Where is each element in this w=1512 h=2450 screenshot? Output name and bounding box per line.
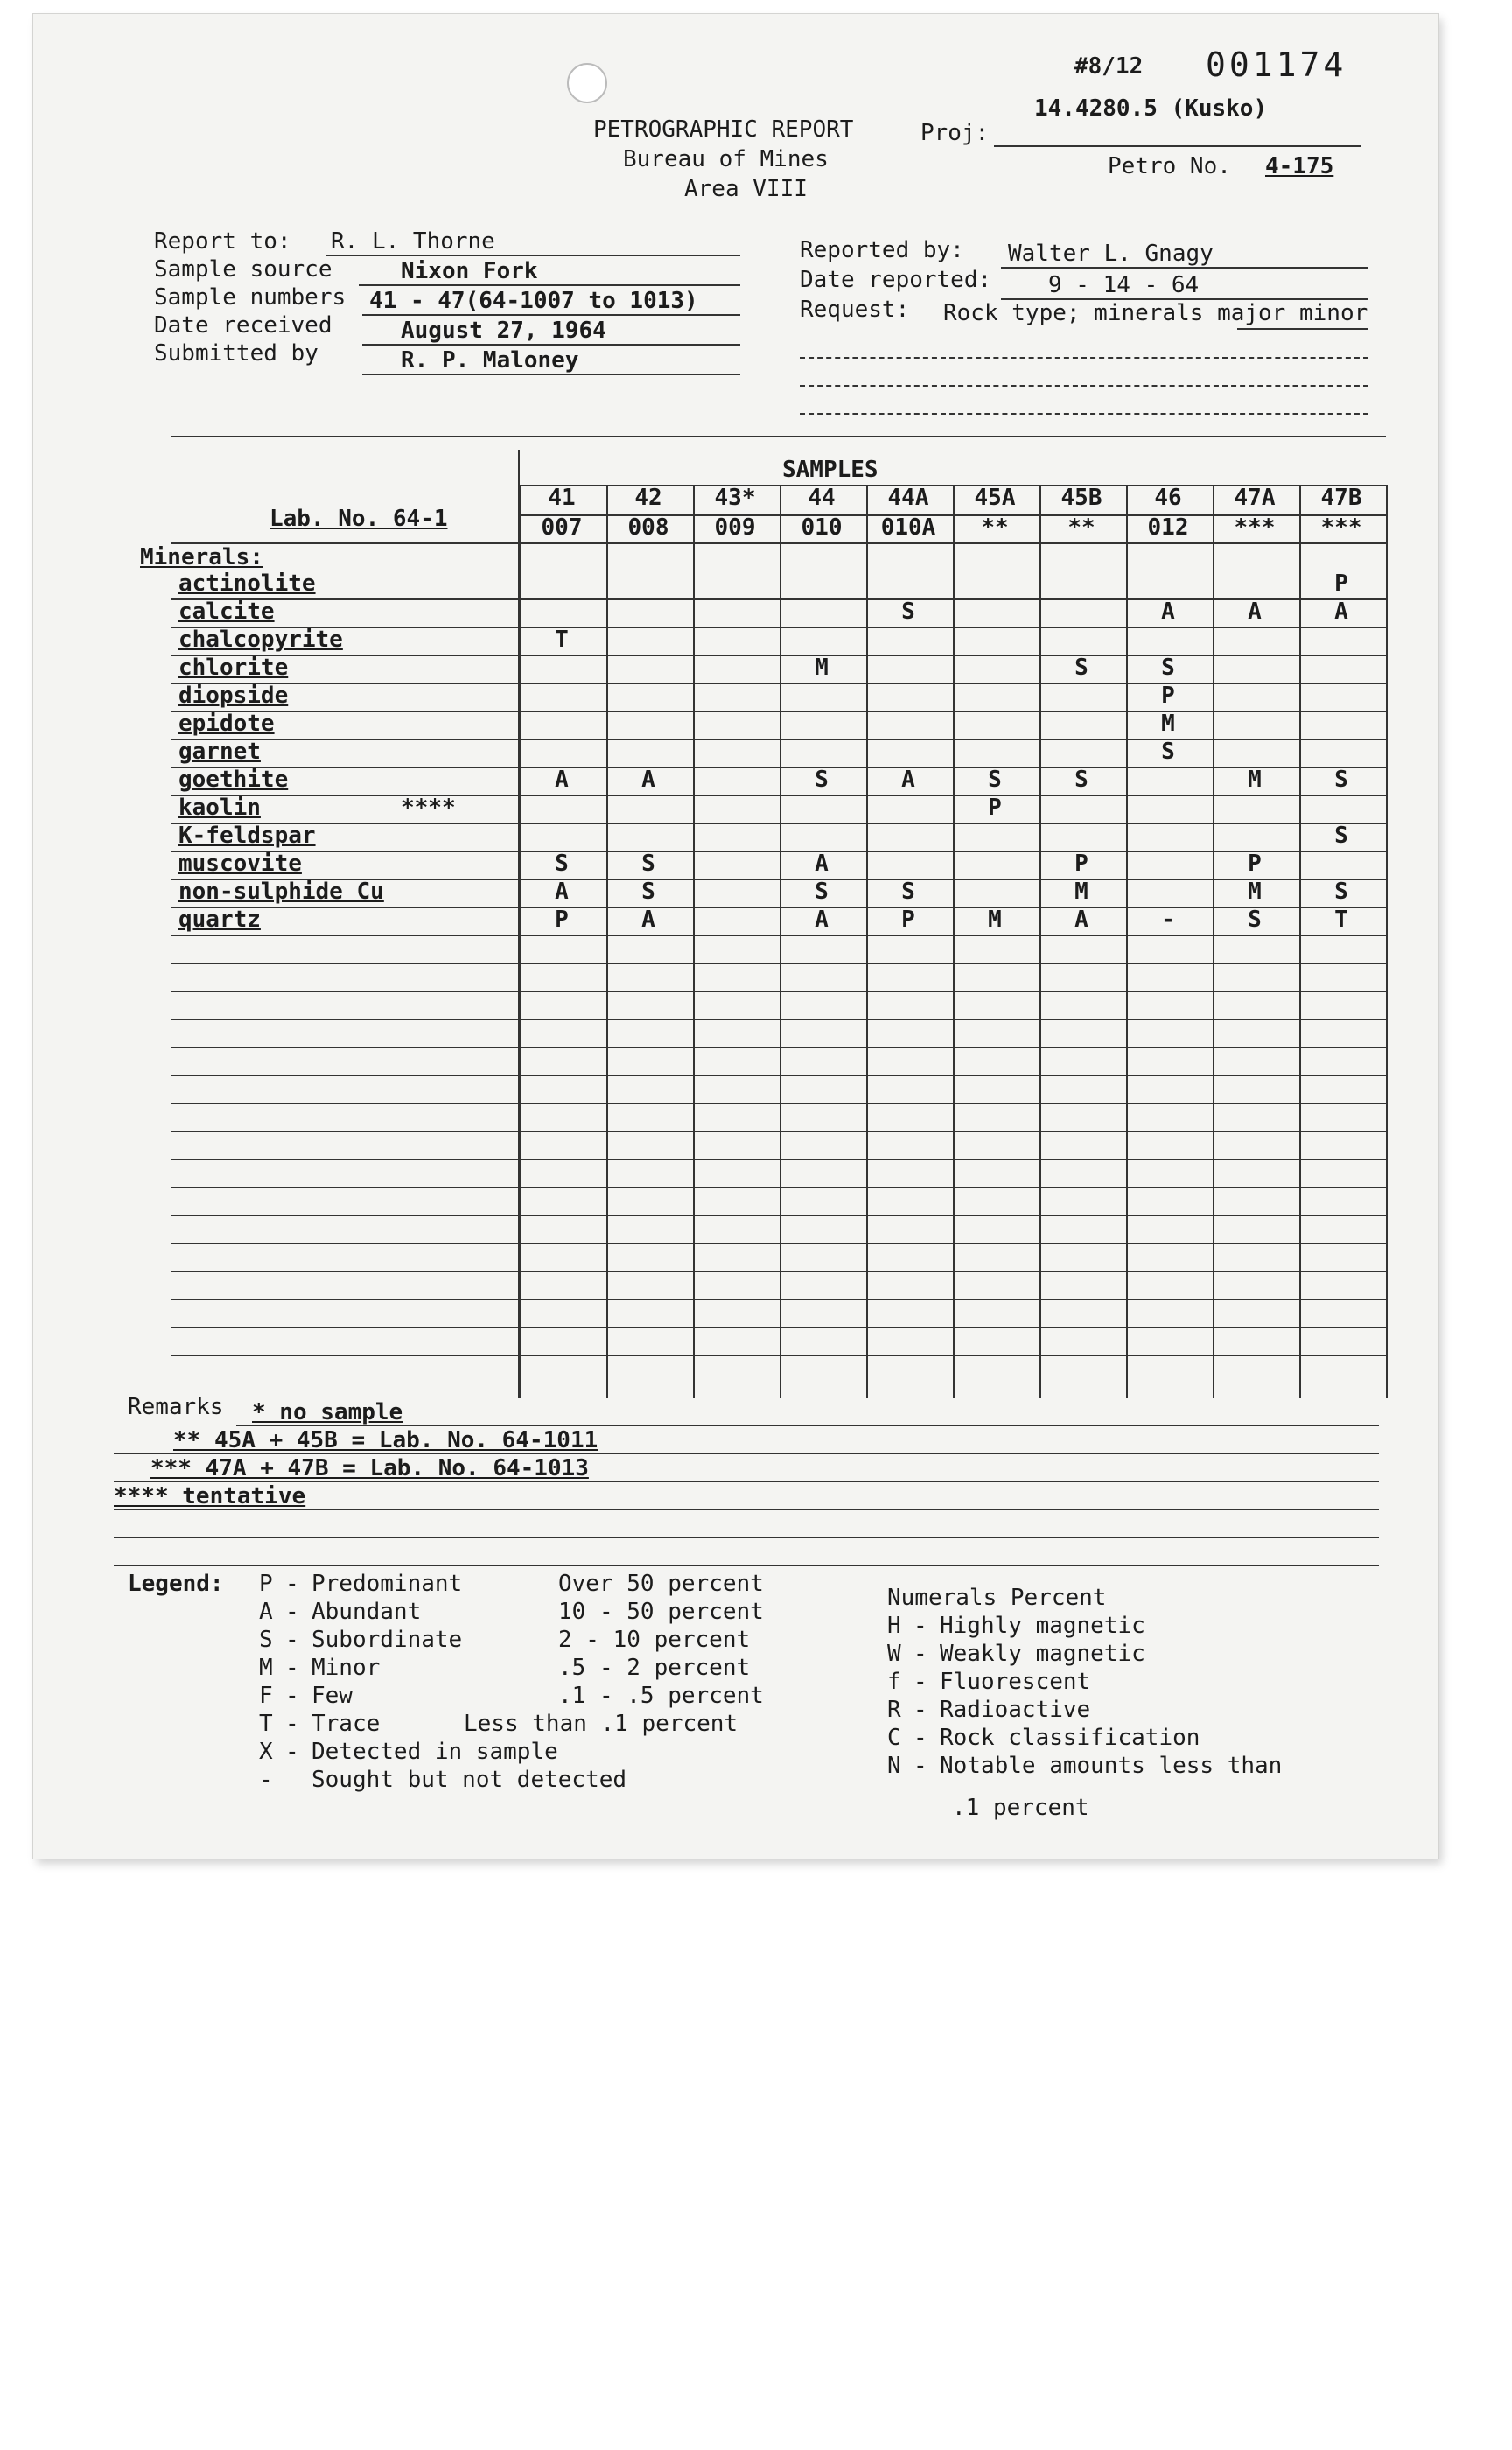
table-row-rule xyxy=(172,1018,1386,1020)
legend-dash: - xyxy=(914,1697,928,1723)
project-code: 14.4280.5 (Kusko) xyxy=(1034,95,1268,122)
lab-number: *** xyxy=(1320,514,1362,541)
table-row-rule xyxy=(172,822,1386,824)
table-cell: - xyxy=(1161,906,1175,933)
table-row-rule xyxy=(172,1298,1386,1300)
report-to-value: R. L. Thorne xyxy=(331,228,495,255)
mineral-name: kaolin xyxy=(178,794,261,821)
legend-key: M xyxy=(259,1655,273,1681)
table-cell: S xyxy=(1334,878,1348,905)
column-divider xyxy=(953,485,955,1398)
reported-by-value: Walter L. Gnagy xyxy=(1008,241,1214,267)
sample-header: 47B xyxy=(1320,485,1362,511)
legend-key: C xyxy=(887,1725,901,1751)
legend-dash: - xyxy=(914,1753,928,1779)
lab-number: ** xyxy=(981,514,1009,541)
sample-header: 47A xyxy=(1234,485,1276,511)
legend-dash: - xyxy=(914,1725,928,1751)
table-cell: S xyxy=(555,850,569,877)
table-cell: A xyxy=(901,766,915,793)
legend-description: Highly magnetic xyxy=(940,1613,1145,1639)
mineral-name: epidote xyxy=(178,710,275,737)
table-row-rule xyxy=(172,1354,1386,1356)
table-cell: P xyxy=(1074,850,1088,877)
legend-numerals-title: Numerals Percent xyxy=(887,1585,1107,1611)
underline xyxy=(362,344,740,346)
legend-label: Legend: xyxy=(128,1571,224,1597)
mineral-name: garnet xyxy=(178,738,261,765)
table-cell: S xyxy=(901,878,915,905)
sample-header: 45A xyxy=(974,485,1016,511)
legend-description: Sought but not detected xyxy=(312,1767,627,1793)
table-row-rule xyxy=(172,1326,1386,1328)
table-cell: S xyxy=(641,850,655,877)
sample-header: 42 xyxy=(634,485,662,511)
table-row-rule xyxy=(172,1214,1386,1216)
underline xyxy=(1001,267,1368,269)
table-row-rule xyxy=(172,1074,1386,1076)
mineral-name: non-sulphide Cu xyxy=(178,878,384,905)
legend-dash: - xyxy=(285,1571,299,1597)
table-cell: A xyxy=(555,766,569,793)
table-cell: S xyxy=(815,878,829,905)
date-received-label: Date received xyxy=(154,312,332,339)
legend-range: Over 50 percent xyxy=(558,1571,764,1597)
table-cell: S xyxy=(641,878,655,905)
samples-label: SAMPLES xyxy=(782,457,878,483)
table-row-rule xyxy=(172,934,1386,936)
legend-description: Abundant xyxy=(312,1599,422,1625)
sample-source-label: Sample source xyxy=(154,256,332,283)
column-divider xyxy=(780,485,781,1398)
table-cell: M xyxy=(815,654,829,681)
legend-key: H xyxy=(887,1613,901,1639)
legend-range: 2 - 10 percent xyxy=(558,1627,751,1653)
proj-label: Proj: xyxy=(920,120,990,146)
underline xyxy=(1237,328,1368,330)
sample-header: 45B xyxy=(1060,485,1102,511)
table-cell: S xyxy=(1334,822,1348,849)
mineral-name: calcite xyxy=(178,598,275,625)
sample-numbers-value: 41 - 47(64-1007 to 1013) xyxy=(369,288,698,314)
table-cell: S xyxy=(1248,906,1262,933)
underline xyxy=(326,255,740,256)
underline xyxy=(114,1508,1379,1510)
table-cell: A xyxy=(815,850,829,877)
remark-line: * no sample xyxy=(252,1399,403,1425)
underline xyxy=(359,284,740,286)
lab-number: 010 xyxy=(801,514,843,541)
table-row-rule xyxy=(172,990,1386,992)
sample-header: 43* xyxy=(714,485,756,511)
table-row-rule xyxy=(172,1102,1386,1104)
lab-number-label: Lab. No. 64-1 xyxy=(270,506,448,532)
mineral-name: goethite xyxy=(178,766,289,793)
legend-description: Trace xyxy=(312,1711,381,1737)
remarks-label: Remarks xyxy=(128,1394,224,1420)
legend-description: Radioactive xyxy=(940,1697,1091,1723)
mineral-name: diopside xyxy=(178,682,289,709)
table-cell: S xyxy=(901,598,915,625)
legend-description: Subordinate xyxy=(312,1627,463,1653)
legend-range: Less than .1 percent xyxy=(464,1711,738,1737)
date-reported-label: Date reported: xyxy=(800,267,992,293)
blank-line xyxy=(800,413,1368,415)
table-cell: S xyxy=(1161,654,1175,681)
mineral-name: K-feldspar xyxy=(178,822,316,849)
minerals-label: Minerals: xyxy=(140,544,263,570)
mineral-name: chalcopyrite xyxy=(178,626,343,653)
reported-by-label: Reported by: xyxy=(800,237,964,263)
legend-dash: - xyxy=(914,1641,928,1667)
underline xyxy=(362,314,740,316)
legend-description: Predominant xyxy=(312,1571,463,1597)
table-cell: P xyxy=(1161,682,1175,709)
blank-line xyxy=(800,385,1368,387)
legend-key: F xyxy=(259,1683,273,1709)
table-cell: P xyxy=(988,794,1002,821)
stamp-number: #8/12 xyxy=(1074,53,1144,80)
lab-number: 009 xyxy=(714,514,756,541)
area-name: Area VIII xyxy=(684,176,808,202)
table-cell: A xyxy=(1334,598,1348,625)
table-cell: M xyxy=(1074,878,1088,905)
mineral-name: quartz xyxy=(178,906,261,933)
lab-number: 007 xyxy=(541,514,583,541)
table-row-rule xyxy=(172,794,1386,796)
table-cell: A xyxy=(1074,906,1088,933)
lab-row-rule xyxy=(172,542,1386,544)
underline xyxy=(362,374,740,375)
sample-numbers-label: Sample numbers xyxy=(154,284,346,311)
proj-line xyxy=(994,145,1362,147)
table-cell: T xyxy=(555,626,569,653)
sample-header: 41 xyxy=(548,485,576,511)
table-row-rule xyxy=(172,1046,1386,1048)
blank-line xyxy=(800,357,1368,359)
mineral-note: **** xyxy=(401,794,456,821)
table-cell: P xyxy=(901,906,915,933)
table-cell: P xyxy=(555,906,569,933)
sample-header: 46 xyxy=(1154,485,1182,511)
table-cell: S xyxy=(988,766,1002,793)
request-value: Rock type; minerals major minor xyxy=(943,300,1368,326)
table-cell: M xyxy=(1248,766,1262,793)
lab-number: 010A xyxy=(880,514,936,541)
legend-range: .1 - .5 percent xyxy=(558,1683,764,1709)
sample-header: 44A xyxy=(887,485,929,511)
remark-line: *** 47A + 47B = Lab. No. 64-1013 xyxy=(150,1455,589,1481)
submitted-by-label: Submitted by xyxy=(154,340,318,367)
table-cell: S xyxy=(1334,766,1348,793)
report-title: PETROGRAPHIC REPORT xyxy=(593,116,854,143)
legend-range: .5 - 2 percent xyxy=(558,1655,751,1681)
table-cell: A xyxy=(555,878,569,905)
legend-dash: - xyxy=(914,1613,928,1639)
table-cell: T xyxy=(1334,906,1348,933)
legend-key: S xyxy=(259,1627,273,1653)
legend-description: Minor xyxy=(312,1655,381,1681)
legend-key: R xyxy=(887,1697,901,1723)
table-row-rule xyxy=(172,626,1386,628)
document-number: 001174 xyxy=(1206,46,1348,84)
punch-hole xyxy=(567,63,607,103)
legend-description: Notable amounts less than xyxy=(940,1753,1283,1779)
table-cell: P xyxy=(1248,850,1262,877)
legend-dash: - xyxy=(285,1627,299,1653)
legend-dash: - xyxy=(285,1683,299,1709)
underline xyxy=(114,1536,1379,1538)
table-cell: S xyxy=(1074,654,1088,681)
legend-numerals-last: .1 percent xyxy=(952,1795,1089,1821)
legend-key: f xyxy=(887,1669,901,1695)
legend-range: 10 - 50 percent xyxy=(558,1599,764,1625)
table-row-rule xyxy=(172,962,1386,964)
mineral-name: chlorite xyxy=(178,654,289,681)
column-divider xyxy=(1040,485,1041,1398)
lab-number: *** xyxy=(1234,514,1276,541)
legend-dash: - xyxy=(285,1711,299,1737)
submitted-by-value: R. P. Maloney xyxy=(401,347,579,374)
mineral-name: actinolite xyxy=(178,570,316,597)
sample-source-value: Nixon Fork xyxy=(401,258,538,284)
legend-key: W xyxy=(887,1641,901,1667)
column-divider xyxy=(693,485,695,1398)
lab-number: ** xyxy=(1068,514,1096,541)
table-cell: S xyxy=(1161,738,1175,765)
request-label: Request: xyxy=(800,297,910,323)
minerals-table xyxy=(140,436,1386,1398)
table-cell: A xyxy=(1248,598,1262,625)
remark-line: **** tentative xyxy=(114,1483,306,1509)
column-divider xyxy=(1386,485,1388,1398)
petro-label: Petro No. xyxy=(1108,153,1231,179)
date-received-value: August 27, 1964 xyxy=(401,318,606,344)
bureau-name: Bureau of Mines xyxy=(623,146,829,172)
table-cell: M xyxy=(1161,710,1175,737)
table-cell: M xyxy=(988,906,1002,933)
underline xyxy=(114,1564,1379,1566)
petro-number: 4-175 xyxy=(1265,153,1334,179)
legend-description: Rock classification xyxy=(940,1725,1200,1751)
legend-key: A xyxy=(259,1599,273,1625)
legend-description: Detected in sample xyxy=(312,1739,558,1765)
table-row-rule xyxy=(172,1242,1386,1244)
table-row-rule xyxy=(172,1130,1386,1132)
table-cell: S xyxy=(1074,766,1088,793)
legend-description: Few xyxy=(312,1683,353,1709)
lab-number: 012 xyxy=(1147,514,1189,541)
table-cell: A xyxy=(641,766,655,793)
legend-dash: - xyxy=(914,1669,928,1695)
table-row-rule xyxy=(172,766,1386,768)
table-cell: M xyxy=(1248,878,1262,905)
table-cell: A xyxy=(641,906,655,933)
report-sheet xyxy=(33,14,1438,1858)
legend-key: - xyxy=(259,1767,273,1793)
mineral-name: muscovite xyxy=(178,850,302,877)
table-cell: A xyxy=(1161,598,1175,625)
table-top-rule xyxy=(172,436,1386,438)
legend-description: Weakly magnetic xyxy=(940,1641,1145,1667)
legend-key: P xyxy=(259,1571,273,1597)
legend-dash: - xyxy=(285,1739,299,1765)
lab-number: 008 xyxy=(627,514,669,541)
legend-key: X xyxy=(259,1739,273,1765)
table-cell: S xyxy=(815,766,829,793)
sample-header: 44 xyxy=(808,485,836,511)
column-divider xyxy=(606,485,608,1398)
table-cell: A xyxy=(815,906,829,933)
date-reported-value: 9 - 14 - 64 xyxy=(1048,272,1200,298)
table-row-rule xyxy=(172,1158,1386,1160)
legend-description: Fluorescent xyxy=(940,1669,1091,1695)
column-divider xyxy=(520,485,522,1398)
table-cell: P xyxy=(1334,570,1348,597)
report-to-label: Report to: xyxy=(154,228,291,255)
table-row-rule xyxy=(172,1270,1386,1272)
table-row-rule xyxy=(172,850,1386,852)
legend-key: T xyxy=(259,1711,273,1737)
legend-dash: - xyxy=(285,1655,299,1681)
legend-dash: - xyxy=(285,1599,299,1625)
legend-key: N xyxy=(887,1753,901,1779)
remark-line: ** 45A + 45B = Lab. No. 64-1011 xyxy=(173,1427,598,1453)
table-row-rule xyxy=(172,1186,1386,1188)
